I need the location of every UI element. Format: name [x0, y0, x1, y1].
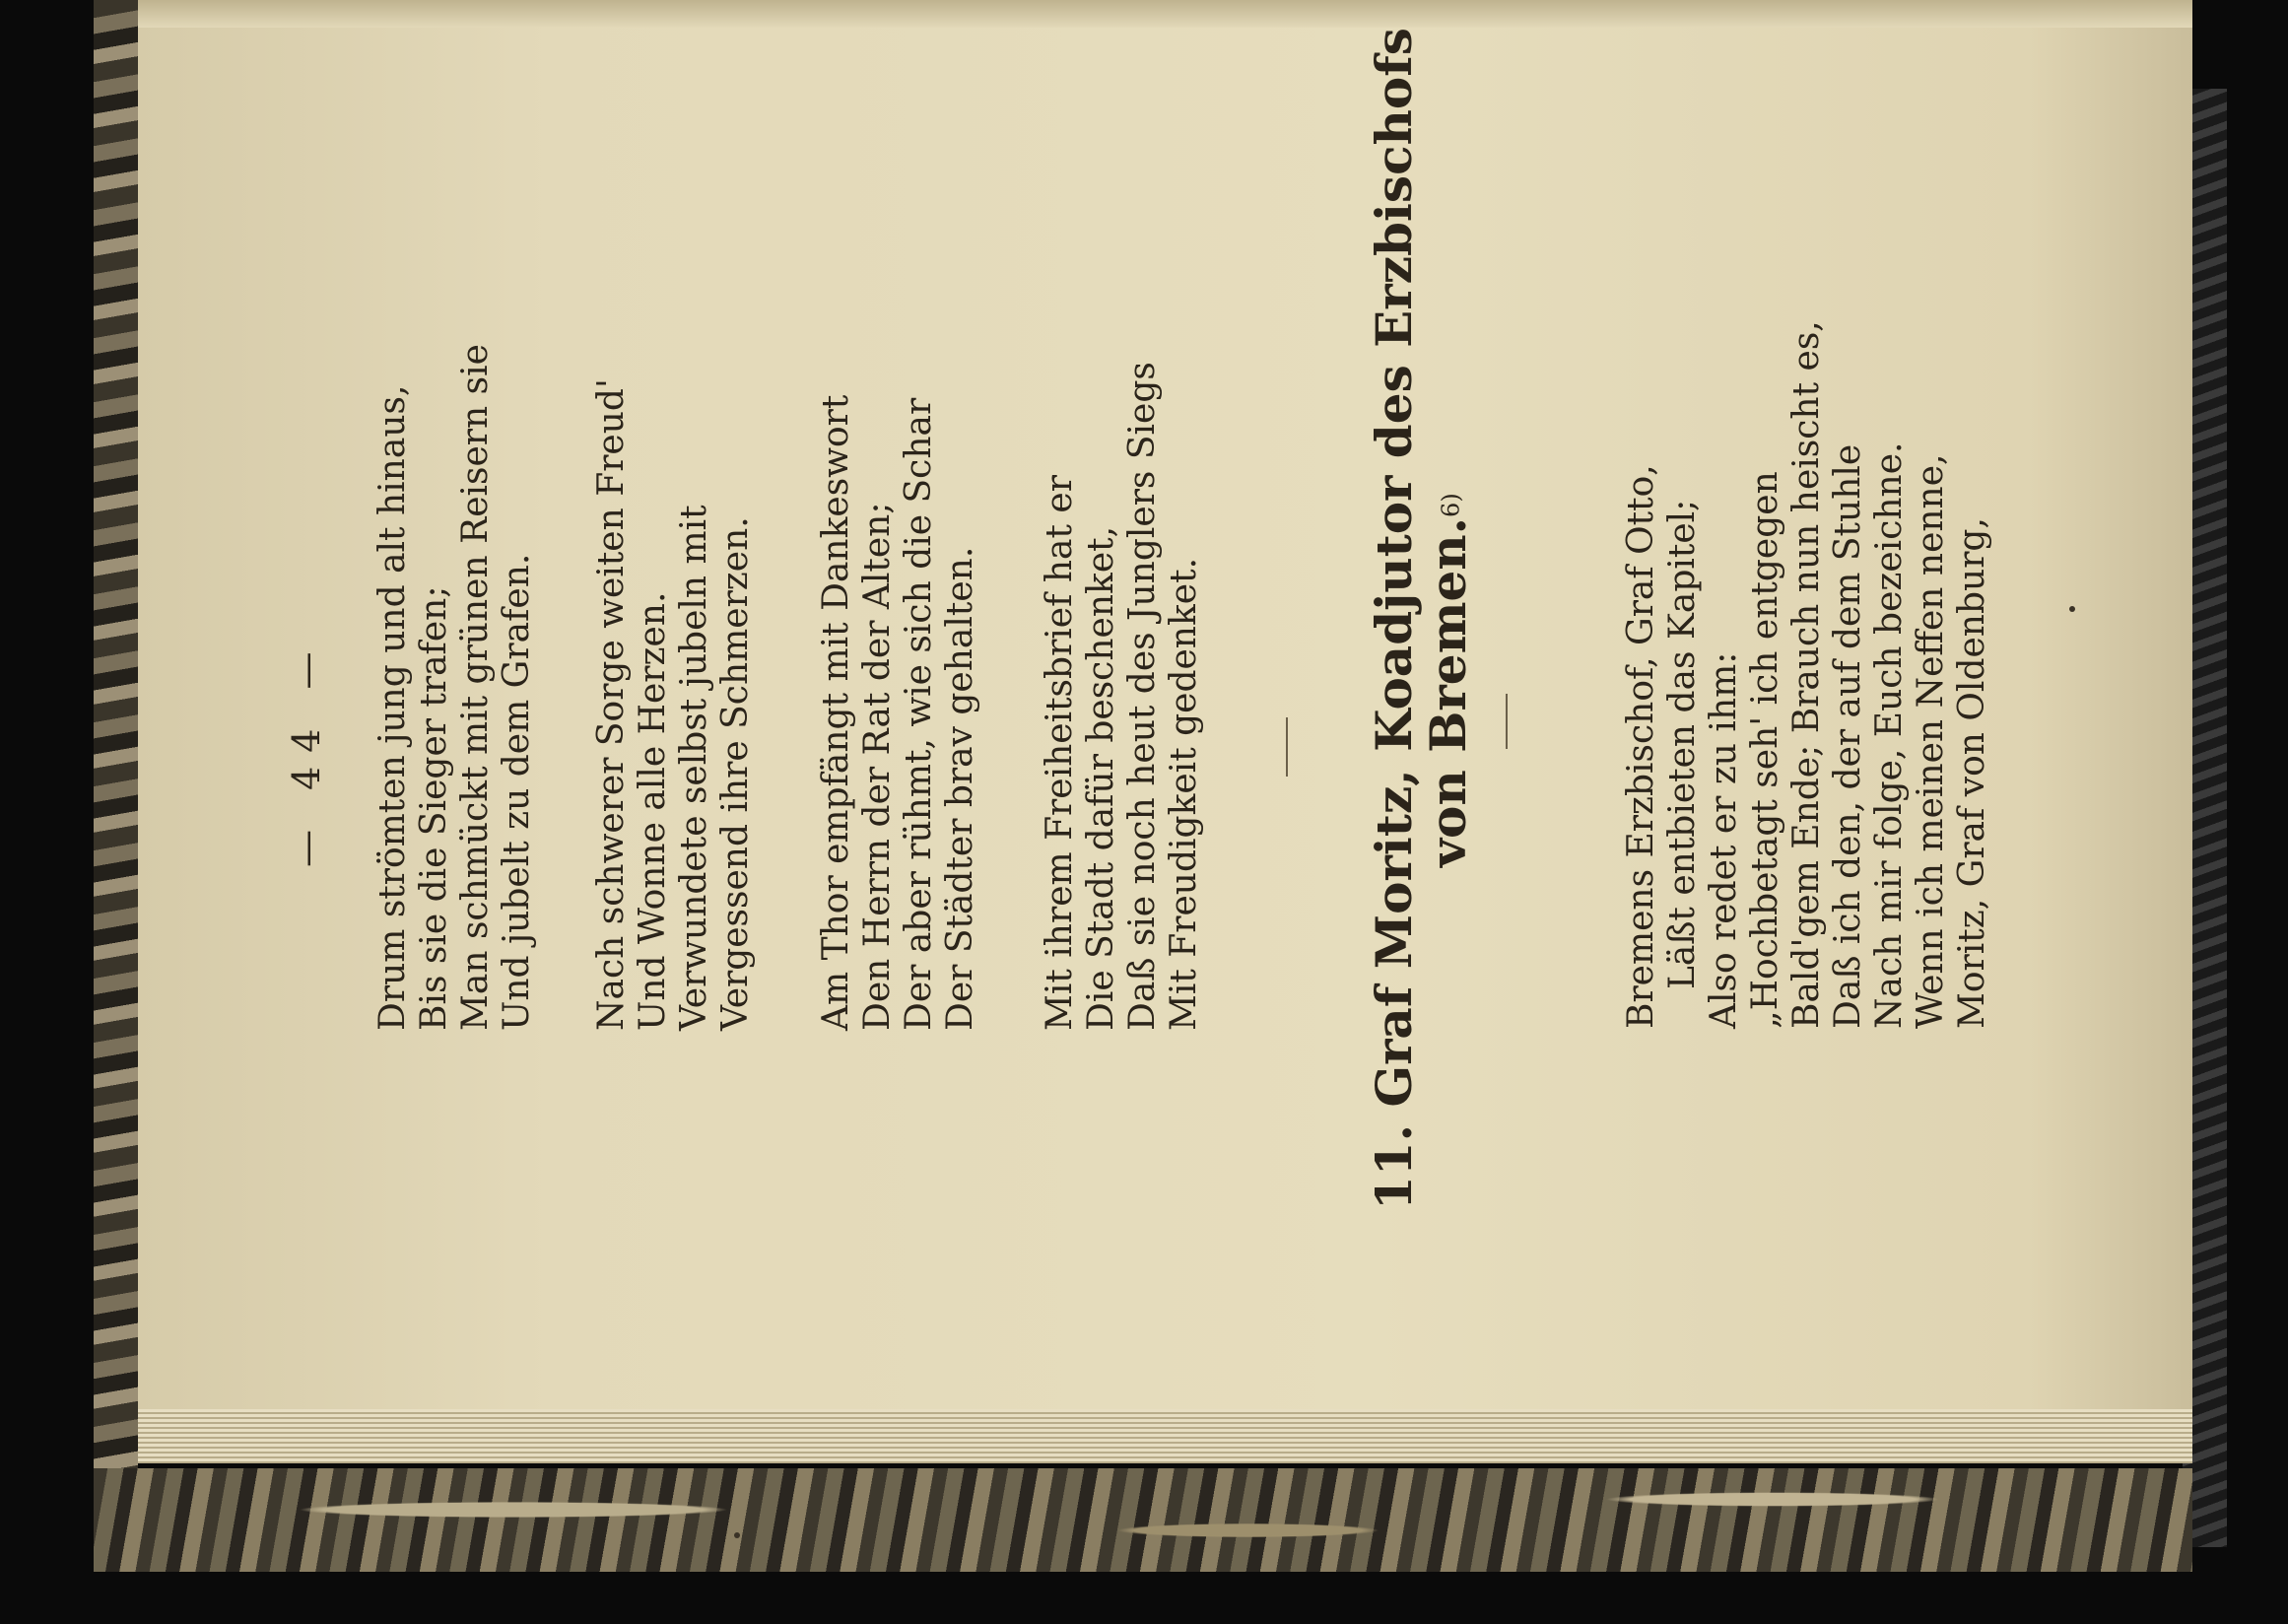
- stanza-2: [591, 378, 757, 1031]
- divider-rule-small: [1506, 694, 1508, 749]
- stanza-line: Drum strömten jung und alt hinaus,: [372, 384, 413, 1031]
- stanza-line: Daß sie noch heut des Junglers Siegs: [1122, 362, 1163, 1031]
- stanza-4: [1040, 362, 1205, 1031]
- poem-line: Nach mir folge, Euch bezeichne.: [1869, 441, 1910, 1029]
- poem-line: Daß ich den, der auf dem Stuhle: [1828, 443, 1868, 1029]
- section-title-line2: [1419, 493, 1478, 867]
- stanza-line: Bis sie die Sieger trafen;: [414, 585, 454, 1031]
- ink-speck: [734, 1532, 740, 1538]
- stanza-line: Nach schwerer Sorge weiten Freud': [591, 378, 632, 1031]
- stanza-line: Der Städter brav gehalten.: [940, 546, 980, 1031]
- ink-speck: [2069, 606, 2075, 612]
- stanza-line: Der aber rühmt, wie sich die Schar: [899, 397, 939, 1031]
- section-title-text: von Bremen.: [1419, 516, 1477, 867]
- stanza-line: Und Wonne alle Herzen.: [633, 591, 673, 1031]
- stanza-3: [816, 395, 981, 1031]
- page-number: — 44 —: [285, 638, 328, 867]
- poem-line: Bremens Erzbischof, Graf Otto,: [1621, 464, 1661, 1029]
- section-title-line1: 11. Graf Moritz, Koadjutor des Erzbischofs: [1365, 28, 1423, 1210]
- stanza-line: Verwundete selbst jubeln mit: [674, 505, 714, 1031]
- stanza-line: Man schmückt mit grünen Reisern sie: [455, 344, 496, 1031]
- poem-line: Moritz, Graf von Oldenburg,: [1952, 517, 1992, 1029]
- stanza-1: [372, 344, 538, 1031]
- stanza-line: Und jubelt zu dem Grafen.: [497, 553, 537, 1031]
- poem-line: Also redet er zu ihm:: [1704, 651, 1744, 1029]
- poem-body: [1621, 320, 1993, 1029]
- poem-line: Bald'gem Ende; Brauch nun heischt es,: [1786, 320, 1827, 1029]
- stanza-line: Am Thor empfängt mit Dankeswort: [816, 394, 856, 1031]
- divider-rule: [1286, 717, 1288, 777]
- stanza-line: Vergessend ihre Schmerzen.: [715, 516, 756, 1031]
- stanza-line: Mit ihrem Freiheitsbrief hat er: [1040, 475, 1080, 1031]
- stanza-line: Mit Freudigkeit gedenket.: [1164, 557, 1204, 1031]
- poem-line: Wenn ich meinen Neffen nenne,: [1911, 453, 1951, 1029]
- footnote-ref: 6): [1437, 493, 1465, 517]
- stanza-line: Den Herrn der Rat der Alten;: [857, 502, 898, 1031]
- poem-line: Läßt entbieten das Kapitel;: [1662, 499, 1703, 989]
- stanza-line: Die Stadt dafür beschenket,: [1081, 525, 1121, 1031]
- poem-line: „Hochbetagt seh' ich entgegen: [1745, 471, 1785, 1029]
